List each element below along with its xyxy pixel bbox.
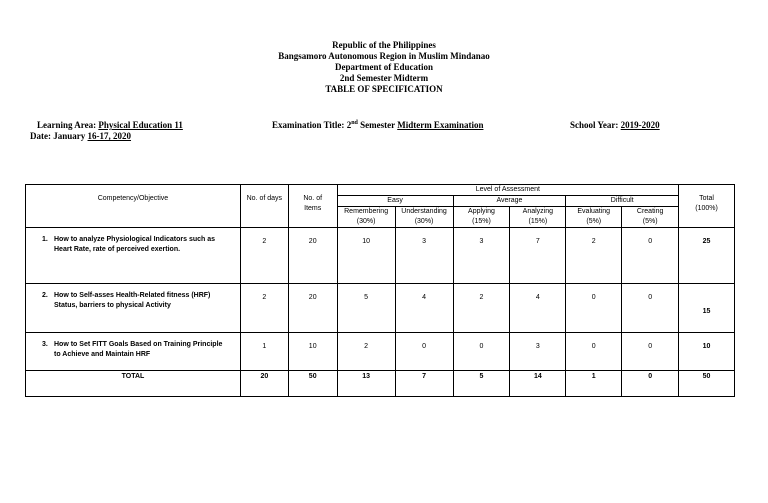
sub-name: Creating xyxy=(636,208,664,215)
items-cell: 10 xyxy=(288,333,337,371)
competency-cell xyxy=(26,333,241,371)
learning-area xyxy=(37,120,183,130)
items-cell: 20 xyxy=(288,228,337,284)
total-applying: 5 xyxy=(453,371,510,397)
school-year xyxy=(570,120,660,130)
total-analyzing: 14 xyxy=(510,371,566,397)
group-average: Average xyxy=(453,196,566,207)
group-difficult: Difficult xyxy=(566,196,679,207)
header-line-region: Bangsamoro Autonomous Region in Muslim Mindanao xyxy=(278,51,490,61)
total-days: 20 xyxy=(240,371,288,397)
total-understanding: 7 xyxy=(395,371,453,397)
date-value-a: January xyxy=(53,131,86,141)
total-row xyxy=(26,371,735,397)
remembering-cell: 10 xyxy=(337,228,395,284)
sub-name: Understanding xyxy=(401,208,447,215)
understanding-cell: 3 xyxy=(395,228,453,284)
days-cell: 2 xyxy=(240,228,288,284)
header-items xyxy=(288,185,337,228)
remembering-cell: 2 xyxy=(337,333,395,371)
exam-title-sup: nd xyxy=(351,120,358,126)
exam-title-label: Examination Title: xyxy=(272,120,345,130)
header-line-title: TABLE OF SPECIFICATION xyxy=(325,84,443,94)
sub-evaluating xyxy=(566,207,622,228)
sub-pct: (5%) xyxy=(586,218,602,225)
table-row xyxy=(26,333,735,371)
header-total-line1: Total xyxy=(699,195,714,202)
sub-applying xyxy=(453,207,510,228)
total-label: TOTAL xyxy=(26,371,241,397)
understanding-cell: 4 xyxy=(395,284,453,333)
specification-table xyxy=(25,184,735,397)
total-cell: 10 xyxy=(679,333,735,371)
sub-name: Evaluating xyxy=(577,208,611,215)
row-number: 2. xyxy=(42,292,48,299)
learning-area-value: Physical Education 11 xyxy=(98,120,183,130)
sub-pct: (5%) xyxy=(642,218,658,225)
sub-pct: (30%) xyxy=(414,218,434,225)
understanding-cell: 0 xyxy=(395,333,453,371)
applying-cell: 2 xyxy=(453,284,510,333)
days-cell: 2 xyxy=(240,284,288,333)
row-number: 1. xyxy=(42,236,48,243)
exam-title-prefix: 2 xyxy=(346,120,352,130)
applying-cell: 0 xyxy=(453,333,510,371)
total-overall: 50 xyxy=(679,371,735,397)
analyzing-cell: 7 xyxy=(510,228,566,284)
header-line-semester: 2nd Semester Midterm xyxy=(339,73,429,83)
date-label: Date: xyxy=(30,131,51,141)
analyzing-cell: 4 xyxy=(510,284,566,333)
creating-cell: 0 xyxy=(622,333,679,371)
competency-text: How to analyze Physiological Indicators such as Heart Rate, rate of perceived exertion. xyxy=(54,236,216,253)
sub-remembering xyxy=(337,207,395,228)
school-year-value: 2019-2020 xyxy=(620,120,660,130)
table-header-row-1 xyxy=(26,185,735,196)
sub-pct: (30%) xyxy=(356,218,376,225)
evaluating-cell: 2 xyxy=(566,228,622,284)
header-days: No. of days xyxy=(240,185,288,228)
total-cell: 25 xyxy=(679,228,735,284)
header-level-assessment: Level of Assessment xyxy=(337,185,678,196)
school-year-label: School Year: xyxy=(570,120,619,130)
evaluating-cell: 0 xyxy=(566,284,622,333)
sub-pct: (15%) xyxy=(472,218,491,225)
document-header xyxy=(0,40,768,95)
sub-name: Analyzing xyxy=(522,208,554,215)
learning-area-label: Learning Area: xyxy=(37,120,97,130)
row-number: 3. xyxy=(42,341,48,348)
sub-analyzing xyxy=(510,207,566,228)
header-total-line2: (100%) xyxy=(695,205,718,212)
group-easy: Easy xyxy=(337,196,453,207)
header-items-line1: No. of xyxy=(303,195,323,202)
total-cell: 15 xyxy=(679,284,735,333)
total-evaluating: 1 xyxy=(566,371,622,397)
evaluating-cell: 0 xyxy=(566,333,622,371)
days-cell: 1 xyxy=(240,333,288,371)
competency-text: How to Set FITT Goals Based on Training Principle to Achieve and Maintain HRF xyxy=(54,341,223,358)
competency-cell xyxy=(26,284,241,333)
competency-cell xyxy=(26,228,241,284)
sub-understanding xyxy=(395,207,453,228)
date-value-b: 16-17, 2020 xyxy=(87,131,132,141)
total-remembering: 13 xyxy=(337,371,395,397)
sub-pct: (15%) xyxy=(528,218,548,225)
creating-cell: 0 xyxy=(622,284,679,333)
sub-name: Remembering xyxy=(344,208,389,215)
remembering-cell: 5 xyxy=(337,284,395,333)
total-items: 50 xyxy=(288,371,337,397)
table-row xyxy=(26,284,735,333)
competency-text: How to Self-asses Health-Related fitness (HRF) Status, barriers to physical Activity xyxy=(54,292,211,309)
items-cell: 20 xyxy=(288,284,337,333)
header-competency: Competency/Objective xyxy=(26,185,241,228)
applying-cell: 3 xyxy=(453,228,510,284)
header-line-republic: Republic of the Philippines xyxy=(332,40,436,50)
creating-cell: 0 xyxy=(622,228,679,284)
exam-date xyxy=(30,131,131,141)
exam-title-value-b: Midterm Examination xyxy=(397,120,484,130)
table-row xyxy=(26,228,735,284)
header-line-department: Department of Education xyxy=(335,62,433,72)
exam-title-value-a: Semester xyxy=(360,120,395,130)
sub-name: Applying xyxy=(468,208,495,215)
total-creating: 0 xyxy=(622,371,679,397)
analyzing-cell: 3 xyxy=(510,333,566,371)
exam-title xyxy=(272,120,483,130)
header-total xyxy=(679,185,735,228)
sub-creating xyxy=(622,207,679,228)
header-items-line2: Items xyxy=(304,205,322,212)
